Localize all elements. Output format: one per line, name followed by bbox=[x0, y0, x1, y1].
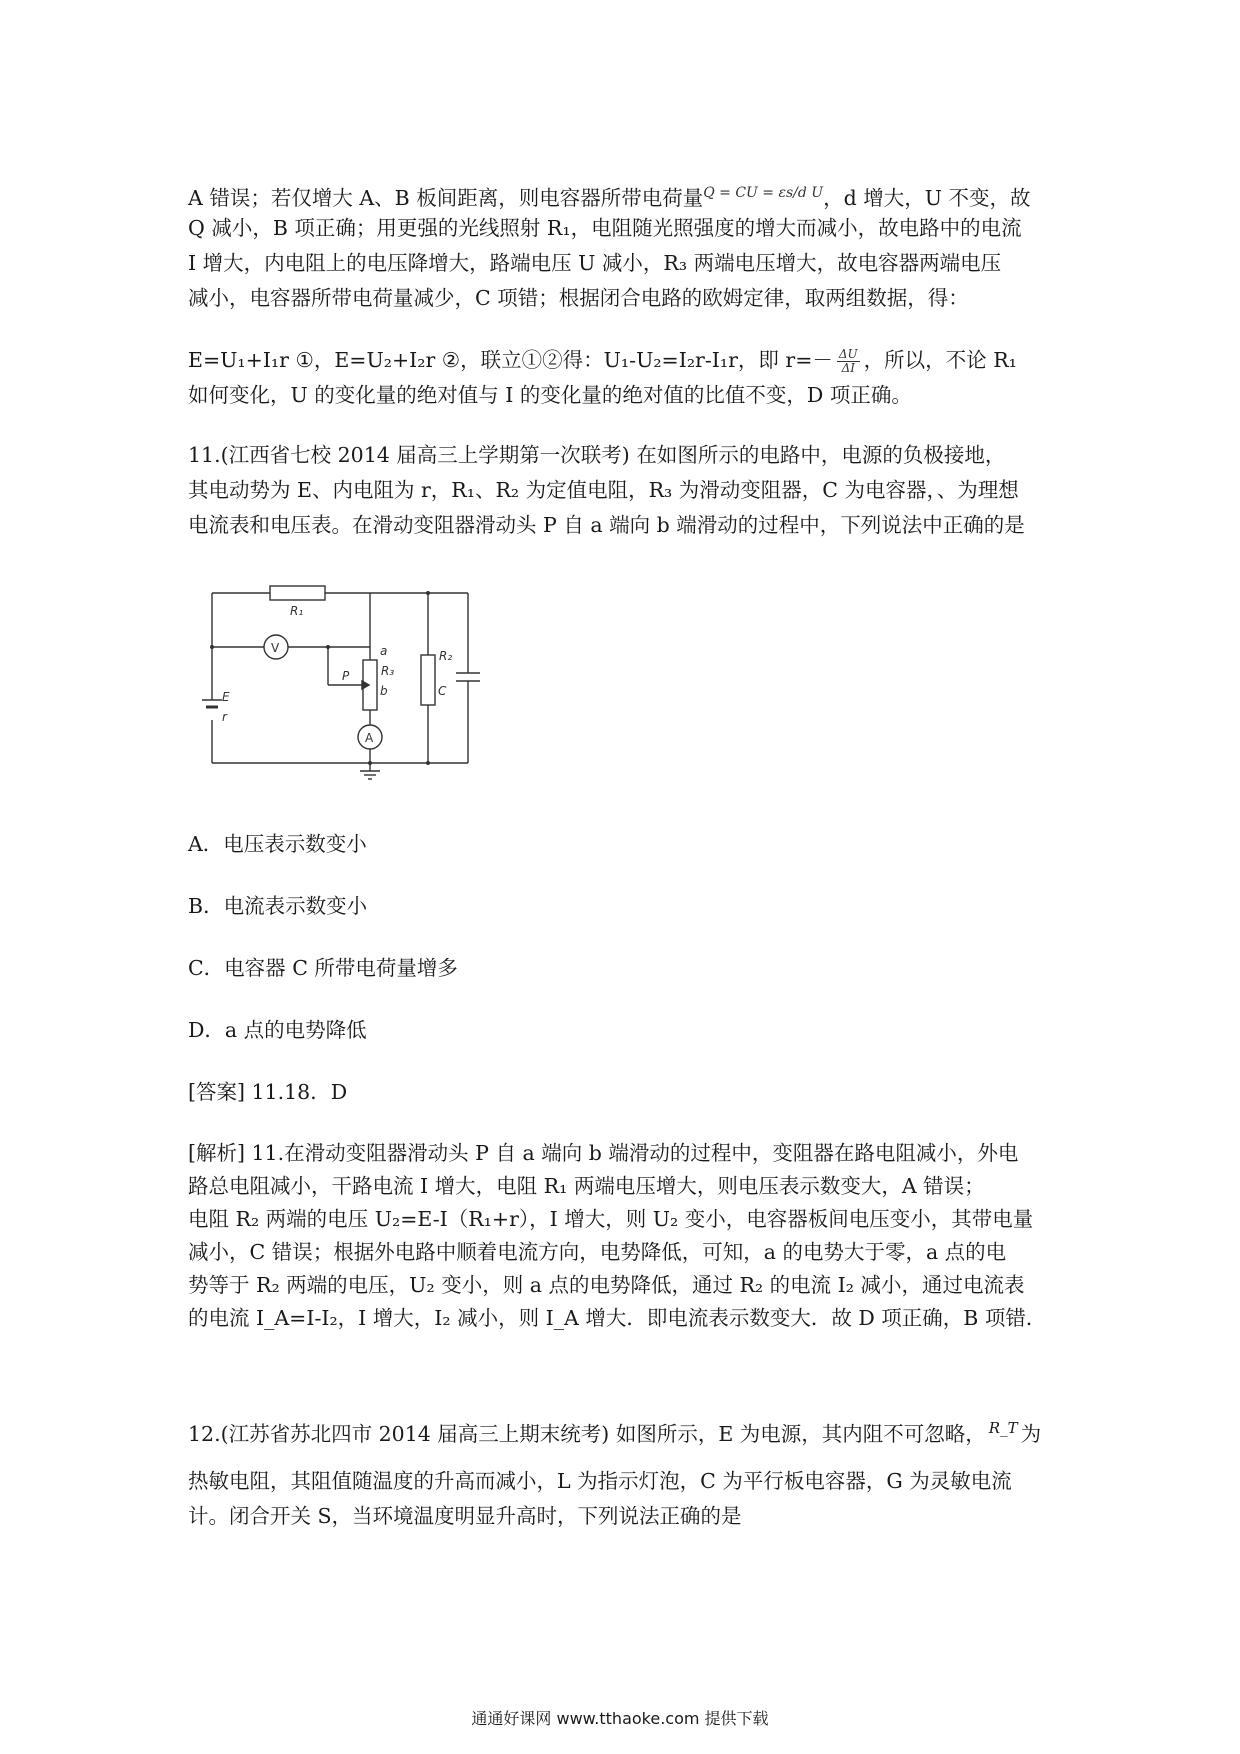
junction-dot bbox=[426, 761, 430, 765]
label-v: V bbox=[271, 641, 280, 655]
text-segment: A 错误；若仅增大 A、B 板间距离，则电容器所带电荷量 bbox=[188, 185, 704, 210]
label-r1: R₁ bbox=[290, 604, 304, 618]
label-p: P bbox=[342, 669, 350, 683]
text-line bbox=[188, 345, 1017, 375]
explanation-line: 势等于 R₂ 两端的电压，U₂ 变小，则 a 点的电势降低，通过 R₂ 的电流 I₂ 减小，通过电流表 bbox=[188, 1273, 1025, 1297]
question-12-line bbox=[188, 1413, 1041, 1449]
question-11-line: 11.(江西省七校 2014 届高三上学期第一次联考) 在如图所示的电路中，电源的负极接地， bbox=[188, 443, 1006, 467]
label-r: r bbox=[222, 710, 227, 724]
answer: [答案] 11.18．D bbox=[188, 1080, 348, 1104]
text-line: Q 减小，B 项正确；用更强的光线照射 R₁，电阻随光照强度的增大而减小，故电路中的电流 bbox=[188, 216, 1022, 240]
page-footer: 通通好课网 www.tthaoke.com 提供下载 bbox=[471, 1709, 769, 1728]
text-line: 减小，电容器所带电荷量减少，C 项错；根据闭合电路的欧姆定律，取两组数据，得： bbox=[188, 286, 969, 310]
junction-dot bbox=[426, 591, 430, 595]
fraction-denominator: ΔI bbox=[841, 361, 855, 375]
label-b-end: b bbox=[380, 684, 388, 698]
junction-dot bbox=[210, 645, 214, 649]
option-b: B．电流表示数变小 bbox=[188, 894, 368, 918]
explanation-line: 减小，C 错误；根据外电路中顺着电流方向，电势降低，可知，a 的电势大于零，a 点的电 bbox=[188, 1240, 1007, 1264]
label-r2: R₂ bbox=[439, 649, 453, 663]
resistor-r2 bbox=[421, 655, 435, 705]
label-r3: R₃ bbox=[381, 664, 395, 678]
charge-formula: Q = CU = εs/d U bbox=[703, 185, 824, 201]
question-11-line: 其电动势为 E、内电阻为 r，R₁、R₂ 为定值电阻，R₃ 为滑动变阻器，C 为电容器，、为理想 bbox=[188, 478, 1019, 502]
text-line: 如何变化，U 的变化量的绝对值与 I 的变化量的绝对值的比值不变，D 项正确。 bbox=[188, 383, 912, 407]
text-segment: 为 bbox=[1020, 1421, 1042, 1446]
label-c: C bbox=[438, 684, 447, 698]
rt-symbol: R_T bbox=[988, 1419, 1018, 1437]
junction-dot bbox=[368, 761, 372, 765]
text-line: I 增大，内电阻上的电压降增大，路端电压 U 减小，R₃ 两端电压增大，故电容器两端电压 bbox=[188, 251, 1002, 275]
label-a: A bbox=[365, 731, 374, 745]
explanation-line: 的电流 I_A=I-I₂，I 增大，I₂ 减小，则 I_A 增大．即电流表示数变大．故 D 项正确，B 项错． bbox=[188, 1306, 1047, 1330]
text-segment: ，所以，不论 R₁ bbox=[863, 348, 1017, 372]
label-a-end: a bbox=[380, 644, 388, 658]
option-a: A．电压表示数变小 bbox=[188, 832, 367, 856]
question-12-line: 热敏电阻，其阻值随温度的升高而减小，L 为指示灯泡，C 为平行板电容器，G 为灵敏电流 bbox=[188, 1469, 1012, 1493]
circuit-diagram bbox=[200, 575, 510, 785]
text-line bbox=[188, 178, 1031, 213]
junction-dot bbox=[326, 645, 330, 649]
explanation-line: [解析] 11.在滑动变阻器滑动头 P 自 a 端向 b 端滑动的过程中，变阻器在路电阻减小，外电 bbox=[188, 1141, 1019, 1165]
question-12-line: 计。闭合开关 S，当环境温度明显升高时，下列说法正确的是 bbox=[188, 1504, 742, 1528]
option-d: D．a 点的电势降低 bbox=[188, 1018, 367, 1042]
fraction-numerator: ΔU bbox=[838, 347, 858, 361]
option-c: C．电容器 C 所带电荷量增多 bbox=[188, 956, 458, 980]
text-segment: ，d 增大，U 不变，故 bbox=[823, 185, 1031, 210]
delta-fraction bbox=[837, 348, 860, 375]
explanation-line: 电阻 R₂ 两端的电压 U₂=E-I（R₁+r），I 增大，则 U₂ 变小，电容器板间电压变小，其带电量 bbox=[188, 1207, 1034, 1231]
text-segment: E=U₁+I₁r ①，E=U₂+I₂r ②，联立①②得：U₁-U₂=I₂r-I₁r，即 r=－ bbox=[188, 348, 833, 372]
resistor-r1 bbox=[270, 586, 325, 600]
text-segment: 12.(江苏省苏北四市 2014 届高三上期末统考) 如图所示，E 为电源，其内阻不可忽略， bbox=[188, 1421, 986, 1446]
explanation-line: 路总电阻减小，干路电流 I 增大，电阻 R₁ 两端电压增大，则电压表示数变大，A 错误； bbox=[188, 1174, 985, 1198]
question-11-line: 电流表和电压表。在滑动变阻器滑动头 P 自 a 端向 b 端滑动的过程中，下列说法中正确的是 bbox=[188, 513, 1025, 537]
label-e: E bbox=[222, 690, 230, 704]
